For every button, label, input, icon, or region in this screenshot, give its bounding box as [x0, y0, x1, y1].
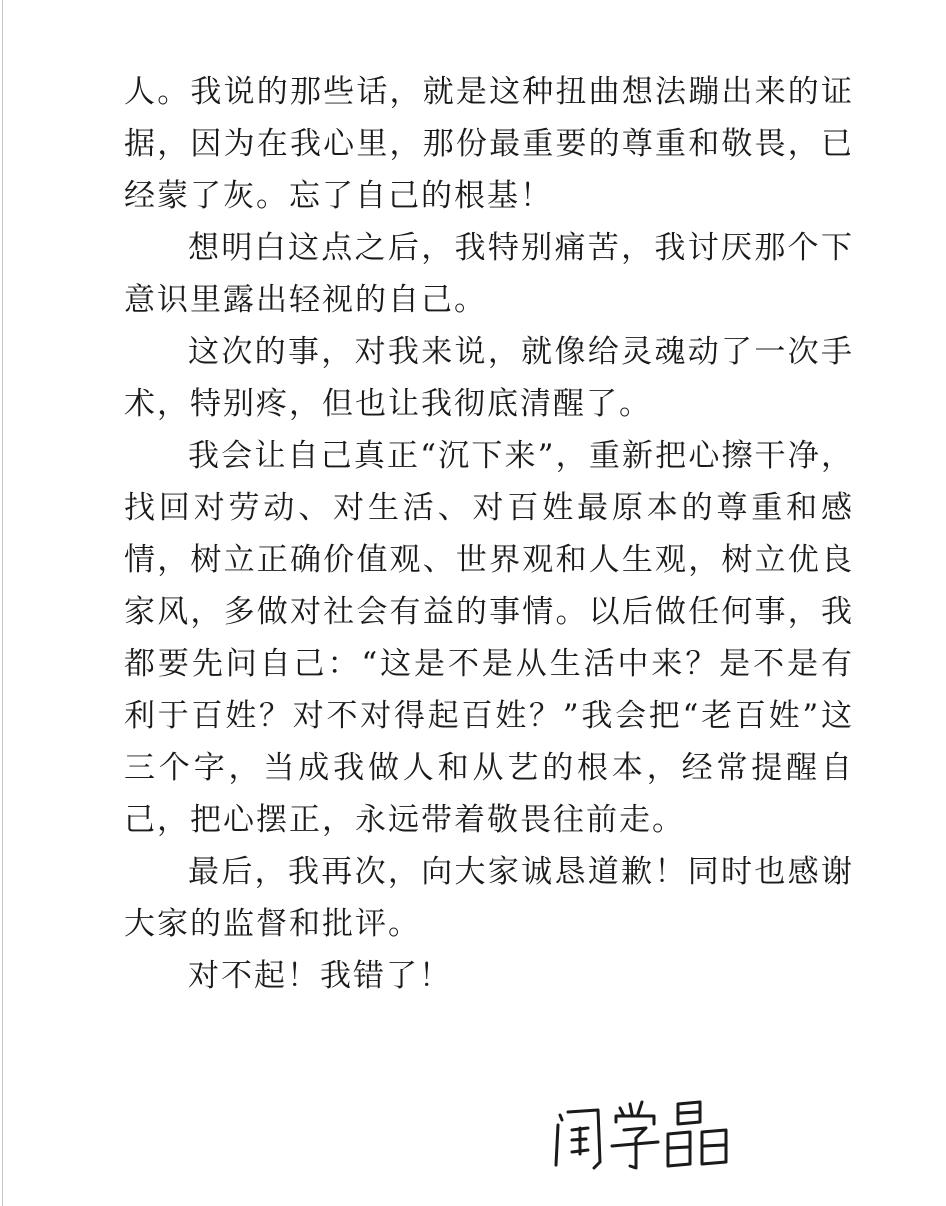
- letter-paragraph-4: 我会让自己真正“沉下来”，重新把心擦干净，找回对劳动、对生活、对百姓最原本的尊重和感情，树立正确价值观、世界观和人生观，树立优良家风，多做对社会有益的事情。以后做任何事，我都要先问自己：“这是不是从生活中来？是不是有利于百姓？对不对得起百姓？”我会把“老百姓”这三个字，当成我做人和从艺的根本，经常提醒自己，把心摆正，永远带着敬畏往前走。: [124, 438, 854, 838]
- letter-paragraph-5: 最后，我再次，向大家诚恳道歉！同时也感谢大家的监督和批评。: [124, 854, 854, 942]
- letter-paragraph-2: 想明白这点之后，我特别痛苦，我讨厌那个下意识里露出轻视的自己。: [124, 230, 854, 318]
- page-edge-divider: [2, 0, 3, 1206]
- handwritten-signature: [550, 1090, 750, 1180]
- letter-paragraph-6: 对不起！我错了！: [188, 958, 452, 994]
- letter-paragraph-1: 人。我说的那些话，就是这种扭曲想法蹦出来的证据，因为在我心里，那份最重要的尊重和敬畏，已经蒙了灰。忘了自己的根基！: [124, 74, 854, 214]
- letter-body: [124, 66, 854, 1002]
- letter-paragraph-3: 这次的事，对我来说，就像给灵魂动了一次手术，特别疼，但也让我彻底清醒了。: [124, 334, 854, 422]
